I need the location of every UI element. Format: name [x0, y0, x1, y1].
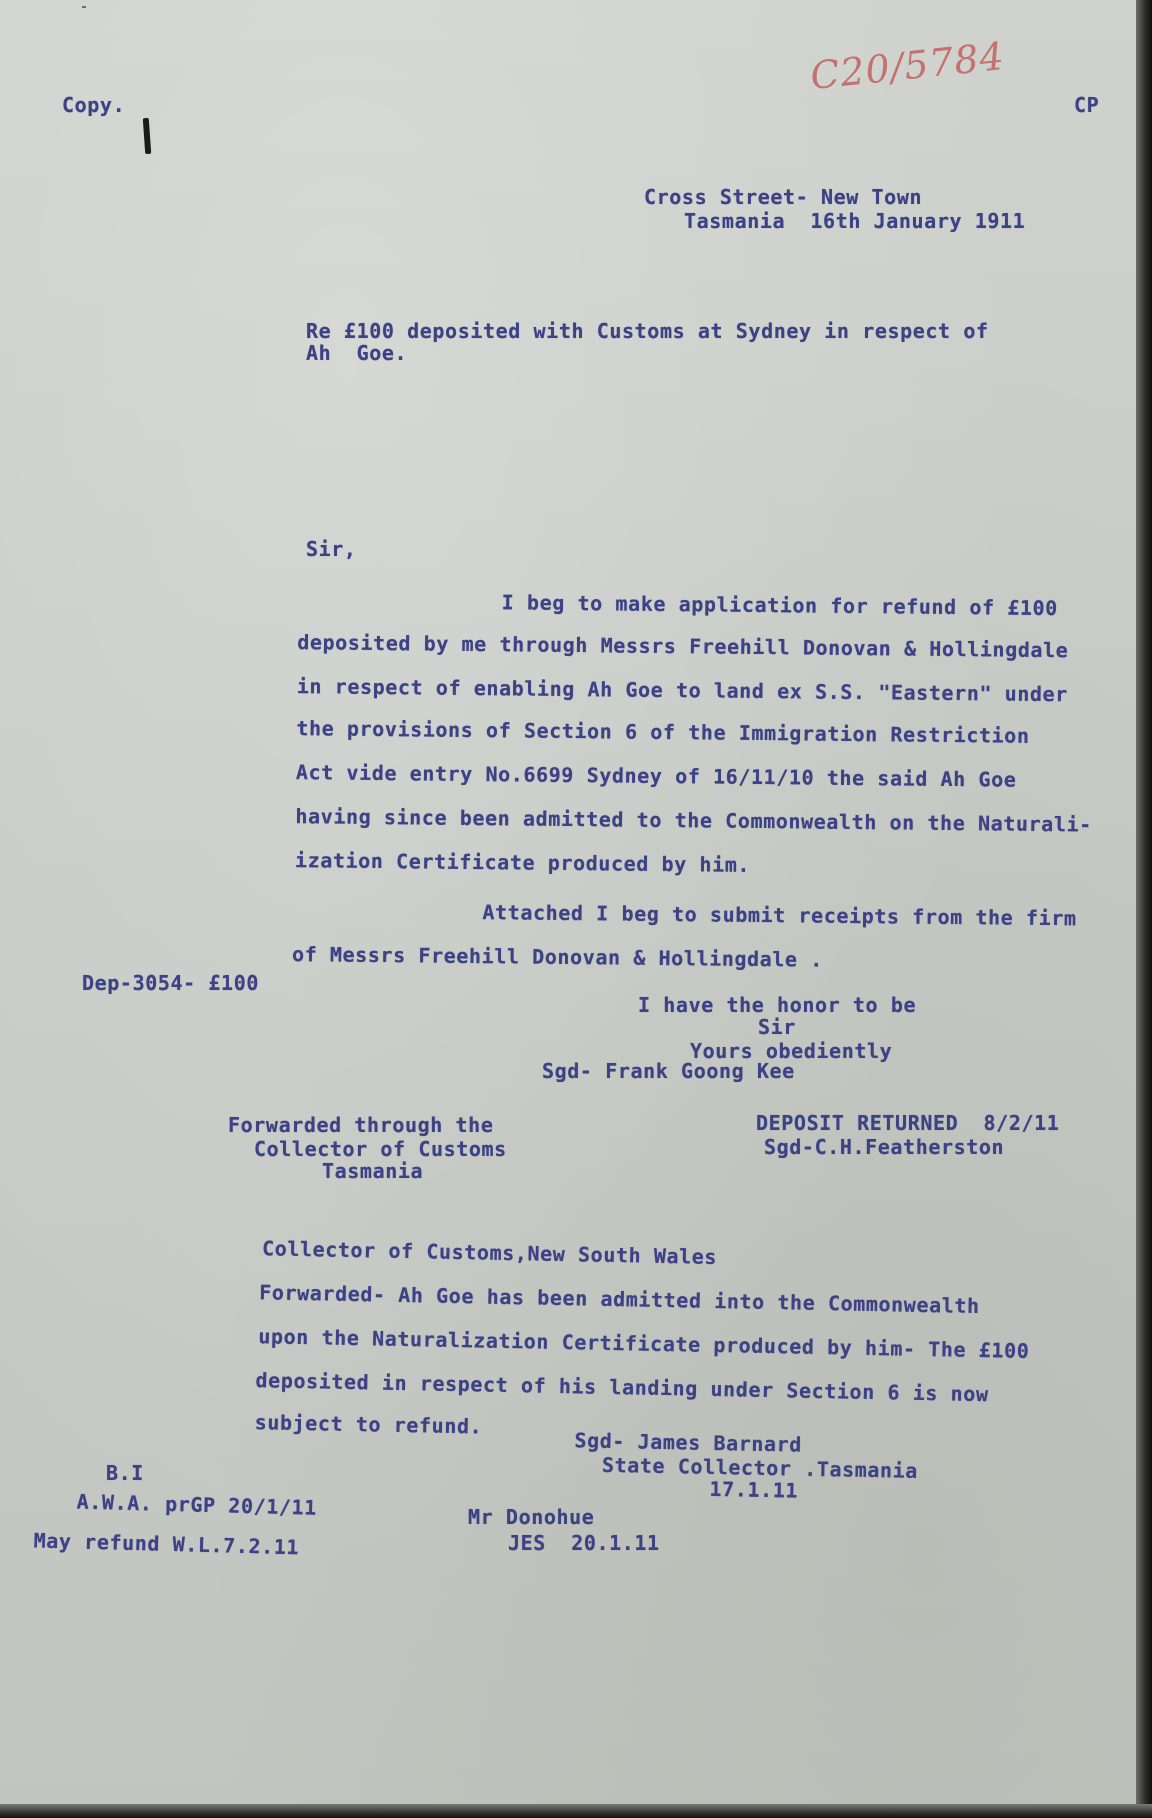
endorsement-line: upon the Naturalization Certificate produced by him- The £100 [258, 1324, 1030, 1364]
ink-speck [82, 6, 86, 8]
footer-note-bi: B.I [106, 1461, 144, 1485]
forwarded-line-3: Tasmania [322, 1159, 424, 1183]
subject-line-1: Re £100 deposited with Customs at Sydney in respect of [306, 319, 989, 343]
deposit-returned-signature: Sgd-C.H.Featherston [764, 1135, 1005, 1159]
forwarded-line-2: Collector of Customs [254, 1137, 507, 1161]
body-line: Act vide entry No.6699 Sydney of 16/11/10 the said Ah Goe [295, 760, 1017, 792]
deposit-returned-note: DEPOSIT RETURNED 8/2/11 [756, 1111, 1060, 1135]
footer-note-mr-donohue: Mr Donohue [468, 1505, 595, 1529]
body-line: having since been admitted to the Commonwealth on the Naturali- [295, 804, 1092, 837]
subject-line-2: Ah Goe. [306, 341, 408, 365]
forwarded-line-1: Forwarded through the [228, 1113, 494, 1137]
closing-line-2: Sir [758, 1015, 796, 1039]
body-line: deposited by me through Messrs Freehill Donovan & Hollingdale [297, 630, 1069, 663]
scan-edge-right [1136, 0, 1152, 1818]
endorsement-signature: Sgd- James Barnard [574, 1428, 803, 1457]
endorsement-date: 17.1.11 [709, 1476, 799, 1503]
endorsement-line: Forwarded- Ah Goe has been admitted into the Commonwealth [259, 1280, 980, 1319]
scan-edge-bottom [0, 1804, 1152, 1818]
header-initials: CP [1074, 93, 1100, 117]
footer-note-may-refund: May refund W.L.7.2.11 [33, 1528, 300, 1560]
closing-line-3: Yours obediently [690, 1039, 893, 1063]
footer-note-jes: JES 20.1.11 [508, 1531, 660, 1555]
signature-frank-goong-kee: Sgd- Frank Goong Kee [542, 1059, 795, 1083]
body-line: Attached I beg to submit receipts from the firm [482, 900, 1077, 931]
endorsement-line: subject to refund. [254, 1410, 483, 1439]
body-line: the provisions of Section 6 of the Immigration Restriction [296, 716, 1030, 748]
body-line: ization Certificate produced by him. [294, 848, 751, 877]
copy-label: Copy. [62, 93, 126, 117]
endorsement-line: deposited in respect of his landing under Section 6 is now [255, 1368, 989, 1407]
margin-note-deposit: Dep-3054- £100 [82, 971, 259, 995]
ink-mark [143, 118, 151, 154]
endorsement-addressee: Collector of Customs,New South Wales [261, 1236, 718, 1269]
address-line-1: Cross Street- New Town [644, 185, 923, 209]
handwritten-reference: C20/5784 [808, 33, 1007, 99]
address-line-2: Tasmania 16th January 1911 [684, 209, 1026, 233]
body-line: of Messrs Freehill Donovan & Hollingdale . [291, 942, 824, 972]
footer-note-awa: A.W.A. prGP 20/1/11 [76, 1489, 318, 1520]
body-line: in respect of enabling Ah Goe to land ex S.S. "Eastern" under [296, 674, 1069, 707]
closing-line-1: I have the honor to be [638, 993, 917, 1017]
endorsement-title: State Collector .Tasmania [601, 1452, 919, 1483]
salutation: Sir, [306, 537, 357, 561]
body-line: I beg to make application for refund of £100 [501, 590, 1059, 621]
